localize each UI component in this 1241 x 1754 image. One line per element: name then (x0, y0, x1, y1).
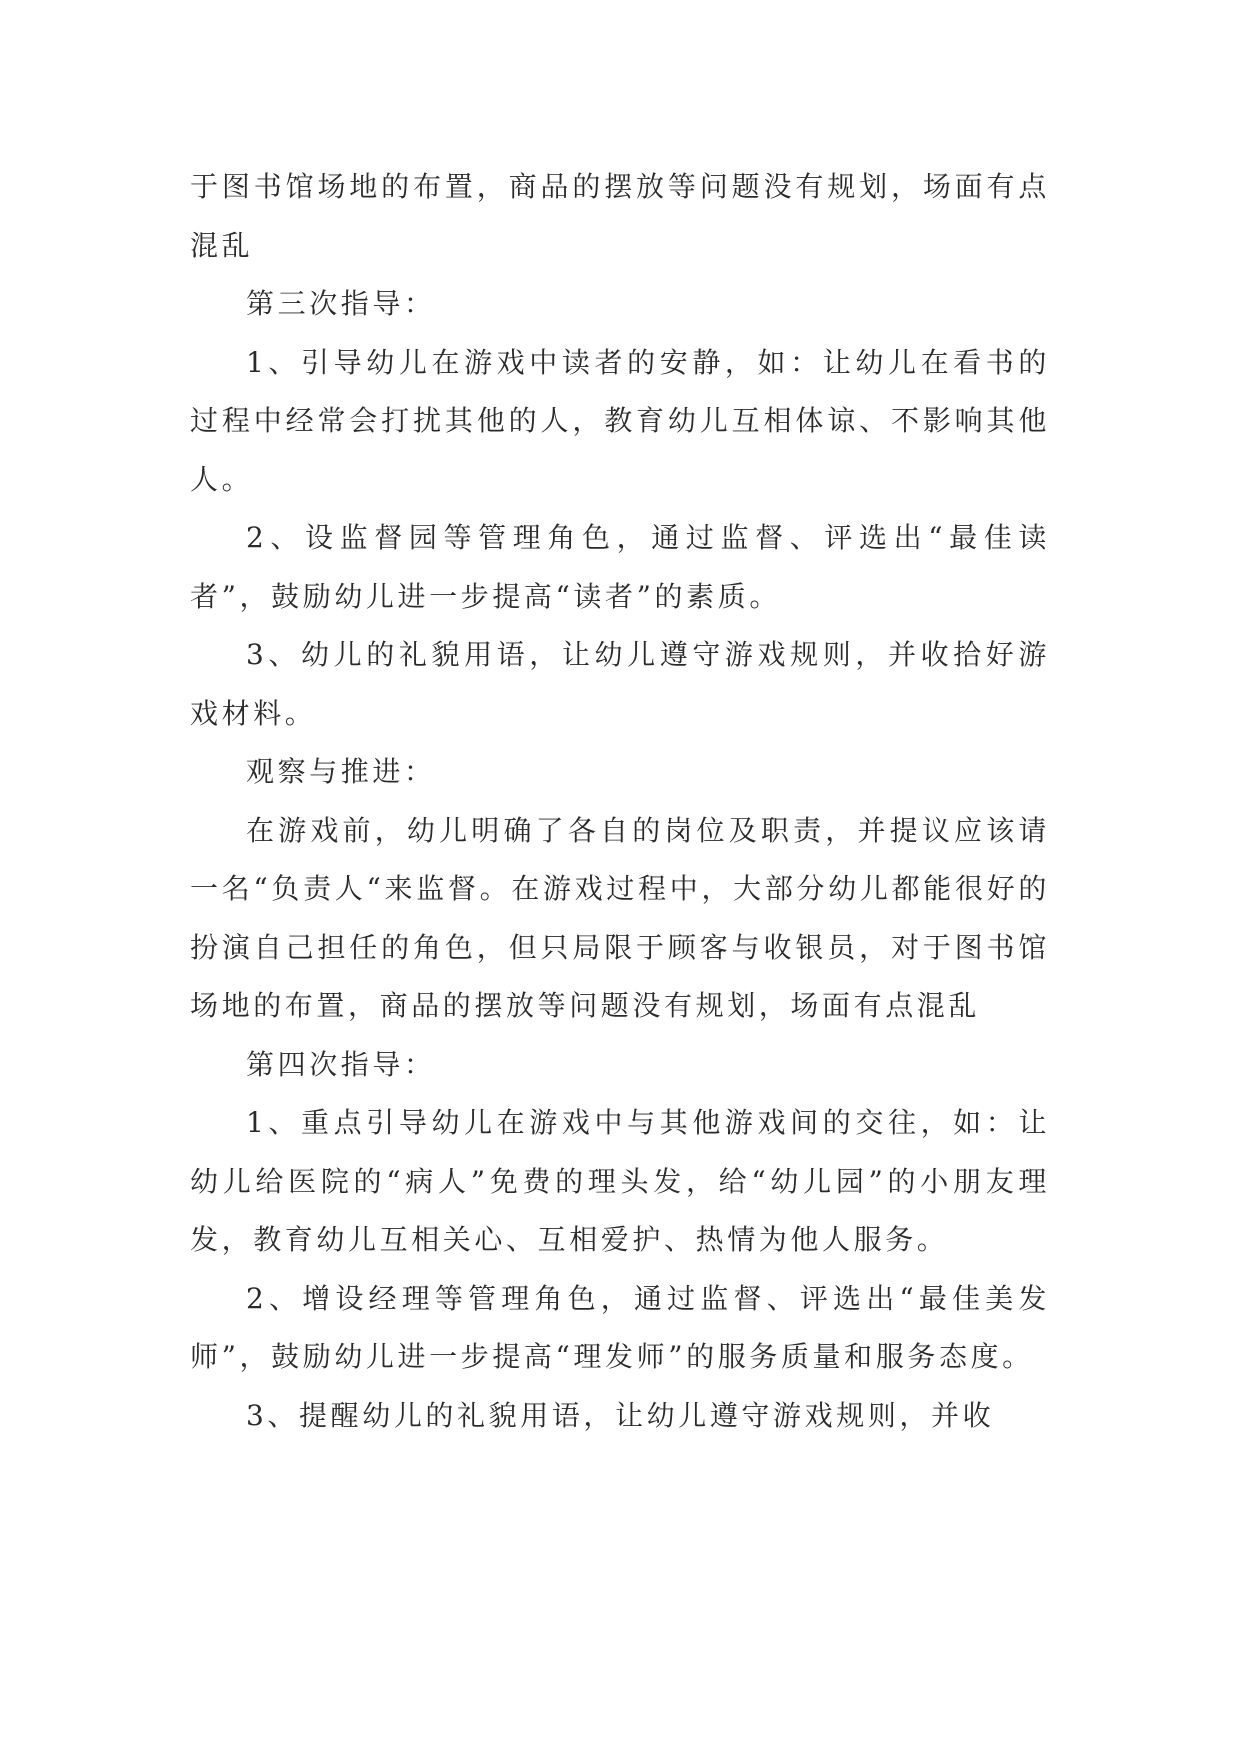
paragraph-fourth-guidance-3: 3、提醒幼儿的礼貌用语，让幼儿遵守游戏规则，并收 (246, 1398, 995, 1432)
paragraph-continuation: 于图书馆场地的布置，商品的摆放等问题没有规划，场面有点混乱 (190, 170, 1050, 262)
paragraph-fourth-guidance-2: 2、增设经理等管理角色，通过监督、评选出“最佳美发师”，鼓励幼儿进一步提高“理发师”的服务质量和服务态度。 (190, 1281, 1050, 1373)
document-page (190, 158, 1050, 1445)
paragraph-fourth-guidance-1: 1、重点引导幼儿在游戏中与其他游戏间的交往，如：让幼儿给医院的“病人”免费的理头发，给“幼儿园”的小朋友理发，教育幼儿互相关心、互相爱护、热情为他人服务。 (190, 1106, 1050, 1256)
paragraph-observation: 在游戏前，幼儿明确了各自的岗位及职责，并提议应该请一名“负责人“来监督。在游戏过程中，大部分幼儿都能很好的扮演自己担任的角色，但只局限于顾客与收银员，对于图书馆场地的布置，商品的摆放等问题没有规划，场面有点混乱 (190, 813, 1050, 1022)
heading-third-guidance: 第三次指导： (246, 287, 436, 320)
paragraph-third-guidance-2: 2、设监督园等管理角色，通过监督、评选出“最佳读者”，鼓励幼儿进一步提高“读者”的素质。 (190, 521, 1050, 613)
paragraph-third-guidance-3: 3、幼儿的礼貌用语，让幼儿遵守游戏规则，并收拾好游戏材料。 (190, 638, 1050, 730)
heading-fourth-guidance: 第四次指导： (246, 1047, 436, 1081)
paragraph-third-guidance-1: 1、引导幼儿在游戏中读者的安静，如：让幼儿在看书的过程中经常会打扰其他的人，教育幼儿互相体谅、不影响其他人。 (190, 345, 1050, 496)
heading-observation: 观察与推进： (246, 755, 436, 788)
